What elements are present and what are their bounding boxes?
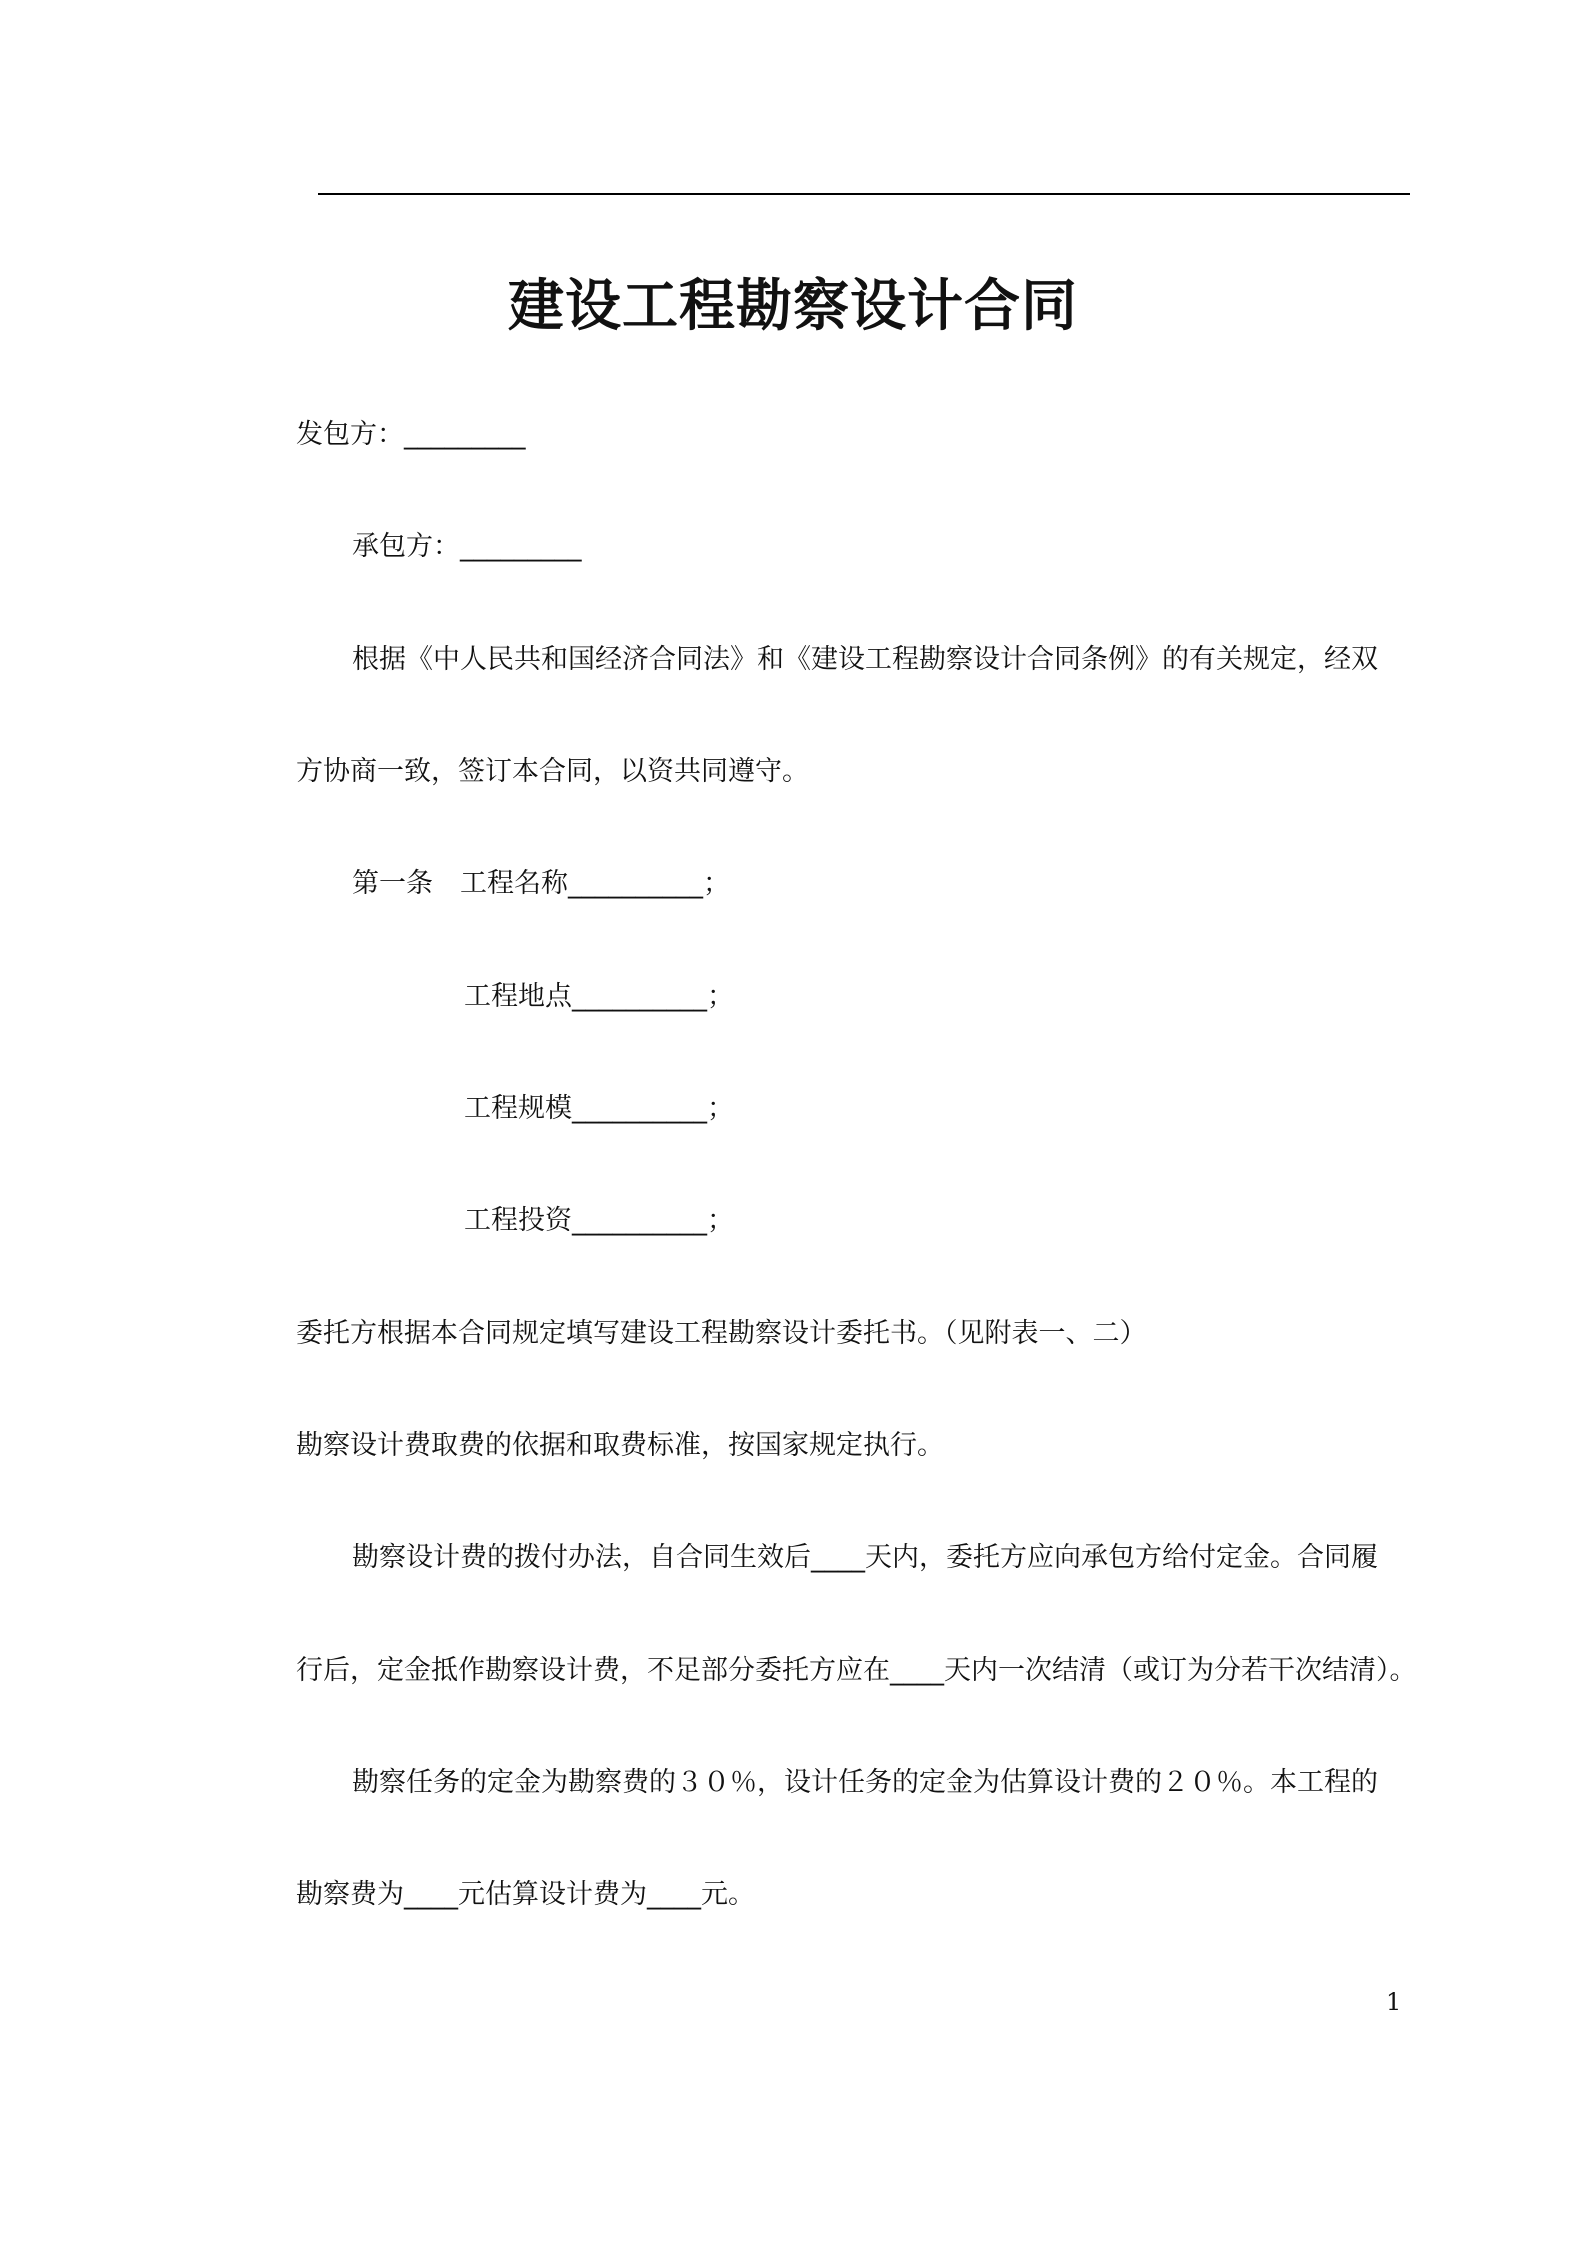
preamble-line-2: 方协商一致，签订本合同，以资共同遵守。	[296, 756, 809, 787]
article-1-project-investment: 工程投资__________；	[464, 1205, 734, 1236]
page-number: 1	[1386, 1988, 1402, 2016]
deposit-line-1: 勘察任务的定金为勘察费的３０％，设计任务的定金为估算设计费的２０％。本工程的	[352, 1767, 1378, 1798]
article-1-project-location: 工程地点__________；	[464, 981, 734, 1012]
document-title: 建设工程勘察设计合同	[508, 274, 1078, 339]
commission-form-line: 委托方根据本合同规定填写建设工程勘察设计委托书。（见附表一、二）	[296, 1318, 1147, 1349]
article-1-project-scale: 工程规模__________；	[464, 1093, 734, 1124]
payment-line-2: 行后，定金抵作勘察设计费，不足部分委托方应在____天内一次结清（或订为分若干次结清）。	[296, 1655, 1417, 1686]
party-b-line: 承包方：_________	[352, 531, 582, 562]
payment-line-1: 勘察设计费的拨付办法，自合同生效后____天内，委托方应向承包方给付定金。合同履	[352, 1542, 1378, 1573]
party-a-line: 发包方：_________	[296, 419, 526, 450]
deposit-line-2: 勘察费为____元估算设计费为____元。	[296, 1879, 755, 1910]
preamble-line-1: 根据《中人民共和国经济合同法》和《建设工程勘察设计合同条例》的有关规定，经双	[352, 644, 1378, 675]
article-1-project-name: 第一条 工程名称__________；	[352, 868, 730, 899]
header-rule	[318, 193, 1410, 195]
fee-basis-line: 勘察设计费取费的依据和取费标准，按国家规定执行。	[296, 1430, 944, 1461]
